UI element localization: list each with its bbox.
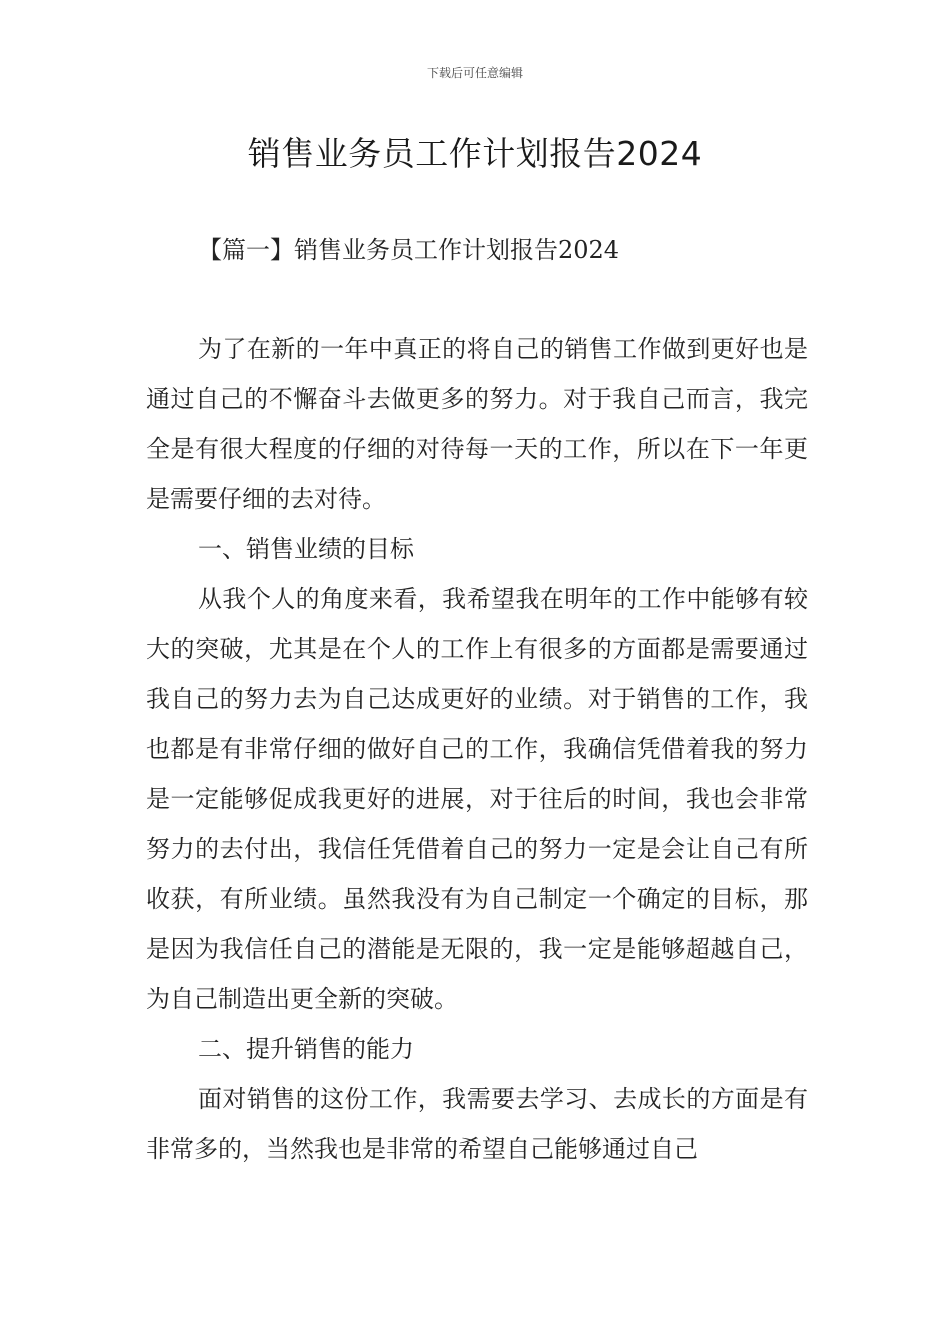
subheading-improve-ability: 二、提升销售的能力 [198, 1035, 414, 1063]
document-body [146, 324, 808, 1174]
section-heading: 【篇一】销售业务员工作计划报告2024 [198, 236, 620, 264]
page-header-note: 下载后可任意编辑 [426, 66, 523, 80]
paragraph-improve-ability: 面对销售的这份工作，我需要去学习、去成长的方面是有非常多的，当然我也是非常的希望自己能够通过自己 [146, 1085, 808, 1163]
paragraph-intro: 为了在新的一年中真正的将自己的销售工作做到更好也是通过自己的不懈奋斗去做更多的努力。对于我自己而言，我完全是有很大程度的仔细的对待每一天的工作，所以在下一年更是需要仔细的去对待。 [146, 335, 808, 513]
paragraph-sales-target: 从我个人的角度来看，我希望我在明年的工作中能够有较大的突破，尤其是在个人的工作上有很多的方面都是需要通过我自己的努力去为自己达成更好的业绩。对于销售的工作，我也都是有非常仔细的做好自己的工作，我确信凭借着我的努力是一定能够促成我更好的进展，对于往后的时间，我也会非常努力的去付出，我信任凭借着自己的努力一定是会让自己有所收获，有所业绩。虽然我没有为自己制定一个确定的目标，那是因为我信任自己的潜能是无限的，我一定是能够超越自己，为自己制造出更全新的突破。 [146, 585, 808, 1013]
document-title: 销售业务员工作计划报告2024 [247, 134, 703, 173]
subheading-sales-target: 一、销售业绩的目标 [198, 535, 414, 563]
